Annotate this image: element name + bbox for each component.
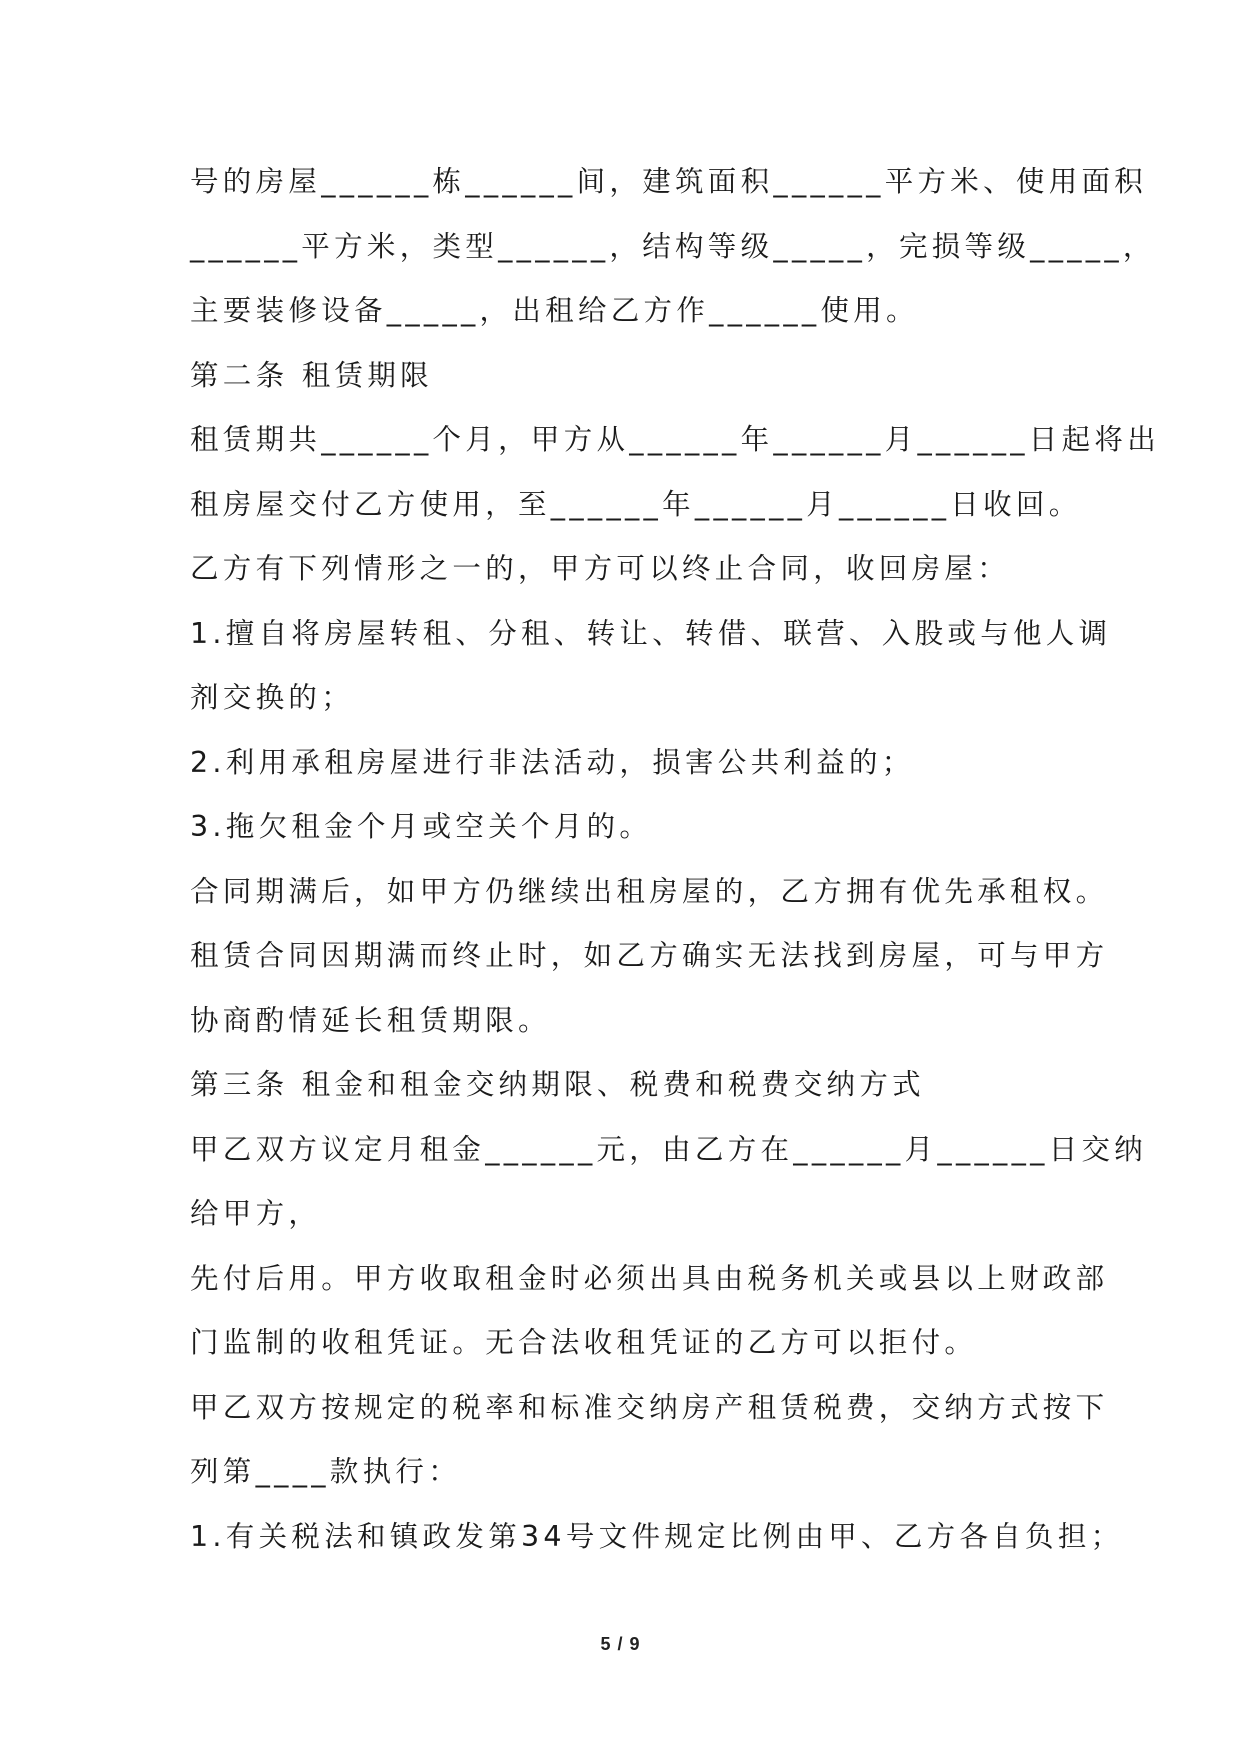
text-line: 先付后用。甲方收取租金时必须出具由税务机关或县以上财政部 [190, 1261, 1109, 1295]
text-line: ______平方米，类型______，结构等级_____，完损等级_____， [190, 229, 1156, 263]
text-line: 租房屋交付乙方使用，至______年______月______日收回。 [190, 487, 1082, 521]
page-number: 5 / 9 [600, 1634, 641, 1654]
text-line: 甲乙双方议定月租金______元，由乙方在______月______日交纳 [190, 1132, 1148, 1166]
text-line: 号的房屋______栋______间，建筑面积______平方米、使用面积 [190, 165, 1148, 198]
list-item: 1.有关税法和镇政发第34号文件规定比例由甲、乙方各自负担； [190, 1519, 1124, 1553]
text-line: 乙方有下列情形之一的，甲方可以终止合同，收回房屋： [190, 552, 1011, 585]
section-heading: 第二条 租赁期限 [190, 358, 433, 392]
section-heading: 第三条 租金和租金交纳期限、税费和税费交纳方式 [190, 1068, 925, 1101]
text-line: 租赁期共______个月，甲方从______年______月______日起将出 [190, 423, 1161, 456]
text-line: 甲乙双方按规定的税率和标准交纳房产租赁税费，交纳方式按下 [190, 1390, 1109, 1424]
list-item: 1.擅自将房屋转租、分租、转让、转借、联营、入股或与他人调 [190, 616, 1112, 650]
text-line: 门监制的收租凭证。无合法收租凭证的乙方可以拒付。 [190, 1326, 978, 1359]
text-line: 主要装修设备_____，出租给乙方作______使用。 [190, 294, 919, 327]
document-body [190, 150, 1161, 1569]
text-line: 租赁合同因期满而终止时，如乙方确实无法找到房屋，可与甲方 [190, 939, 1109, 972]
text-line: 合同期满后，如甲方仍继续出租房屋的，乙方拥有优先承租权。 [190, 874, 1109, 908]
text-line: 列第____款执行： [190, 1455, 462, 1488]
text-line: 给甲方， [190, 1197, 322, 1230]
list-item: 3.拖欠租金个月或空关个月的。 [190, 810, 653, 843]
list-item: 2.利用承租房屋进行非法活动，损害公共利益的； [190, 745, 915, 779]
text-line: 协商酌情延长租赁期限。 [190, 1003, 551, 1037]
text-line: 剂交换的； [190, 681, 355, 714]
